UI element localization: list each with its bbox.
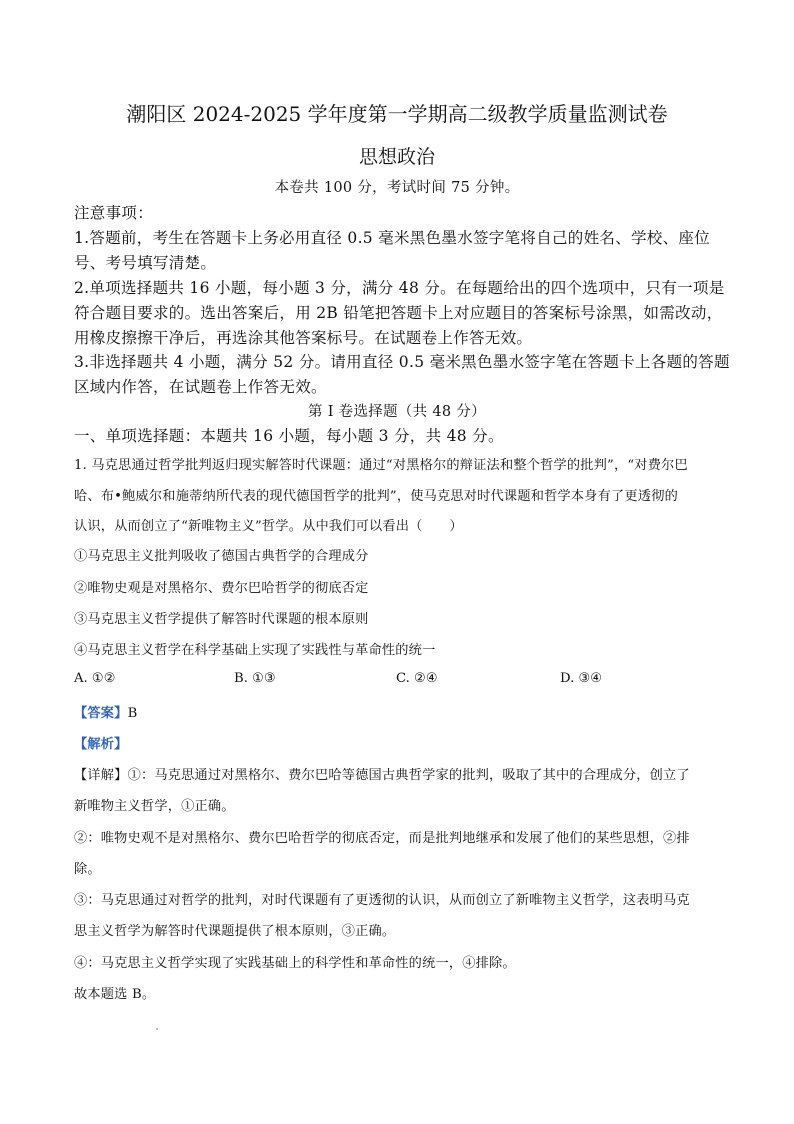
- notes-line: 3.非选择题共 4 小题，满分 52 分。请用直径 0.5 毫米黑色墨水签字笔在答题卡上各题的答题: [74, 353, 730, 371]
- exam-title: 潮阳区 2024-2025 学年度第一学期高二级教学质量监测试卷: [126, 102, 668, 126]
- option-d: D. ③④: [560, 671, 603, 686]
- subject-title: 思想政治: [358, 146, 435, 168]
- statement-1: ①马克思主义批判吸收了德国古典哲学的合理成分: [74, 549, 369, 564]
- notes-line: 号、考号填写清楚。: [74, 254, 217, 272]
- option-b: B. ①③: [234, 671, 276, 686]
- detail-tag: 【详解】: [74, 768, 128, 783]
- statement-2: ②唯物史观是对黑格尔、费尔巴哈哲学的彻底否定: [74, 581, 369, 596]
- question-stem-line: 1. 马克思通过哲学批判返归现实解答时代课题：通过“对黑格尔的辩证法和整个哲学的批判”，“对费尔巴: [74, 458, 688, 473]
- scan-speck: [156, 1028, 158, 1030]
- detail-line: 除。: [74, 862, 101, 877]
- detail-line: ③：马克思通过对哲学的批判，对时代课题有了更透彻的认识，从而创立了新唯物主义哲学，这表明马克: [74, 893, 690, 908]
- notes-line: 用橡皮擦擦干净后，再选涂其他答案标号。在试题卷上作答无效。: [74, 329, 533, 347]
- notes-line: 区域内作答，在试题卷上作答无效。: [74, 378, 327, 396]
- statement-4: ④马克思主义哲学在科学基础上实现了实践性与革命性的统一: [74, 643, 436, 658]
- answer-value: B: [127, 706, 138, 721]
- part-title: 第 I 卷选择题（共 48 分）: [308, 404, 486, 420]
- answer-tag: 【答案】: [74, 706, 128, 721]
- option-c: C. ②④: [396, 671, 438, 686]
- detail-line: ④：马克思主义哲学实现了实践基础上的科学性和革命性的统一，④排除。: [74, 956, 516, 971]
- notes-heading: 注意事项：: [74, 204, 154, 222]
- analysis-tag: 【解析】: [74, 737, 128, 752]
- notes-line: 符合题目要求的。选出答案后，用 2B 铅笔把答题卡上对应题目的答案标号涂黑，如需改动，: [74, 304, 723, 322]
- conclusion-line: 故本题选 B。: [74, 987, 156, 1002]
- question-stem-line: 认识，从而创立了“新唯物主义”哲学。从中我们可以看出（ ）: [74, 519, 463, 534]
- analysis-line: [74, 733, 128, 752]
- answer-line: [74, 702, 137, 721]
- detail-line: 思主义哲学为解答时代课题提供了根本原则，③正确。: [74, 924, 396, 939]
- statement-3: ③马克思主义哲学提供了解答时代课题的根本原则: [74, 612, 369, 627]
- detail-line: 新唯物主义哲学，①正确。: [74, 799, 235, 814]
- question-stem-line: 哈、布•鲍威尔和施蒂纳所代表的现代德国哲学的批判”，使马克思对时代课题和哲学本身有了更透彻的: [74, 489, 678, 504]
- detail-line: [74, 764, 690, 783]
- detail-line: ②：唯物史观不是对黑格尔、费尔巴哈哲学的彻底否定，而是批判地继承和发展了他们的某些思想，②排: [74, 831, 690, 846]
- exam-info: 本卷共 100 分，考试时间 75 分钟。: [274, 180, 520, 196]
- option-a: A. ①②: [74, 671, 116, 686]
- notes-line: 1.答题前，考生在答题卡上务必用直径 0.5 毫米黑色墨水签字笔将自己的姓名、学校、座位: [74, 229, 710, 247]
- detail-text: ①：马克思通过对黑格尔、费尔巴哈等德国古典哲学家的批判，吸取了其中的合理成分，创立了: [127, 768, 690, 783]
- notes-line: 2.单项选择题共 16 小题，每小题 3 分，满分 48 分。在每题给出的四个选项中，只有一项是: [74, 279, 725, 297]
- section-heading: 一、单项选择题：本题共 16 小题，每小题 3 分，共 48 分。: [74, 427, 504, 445]
